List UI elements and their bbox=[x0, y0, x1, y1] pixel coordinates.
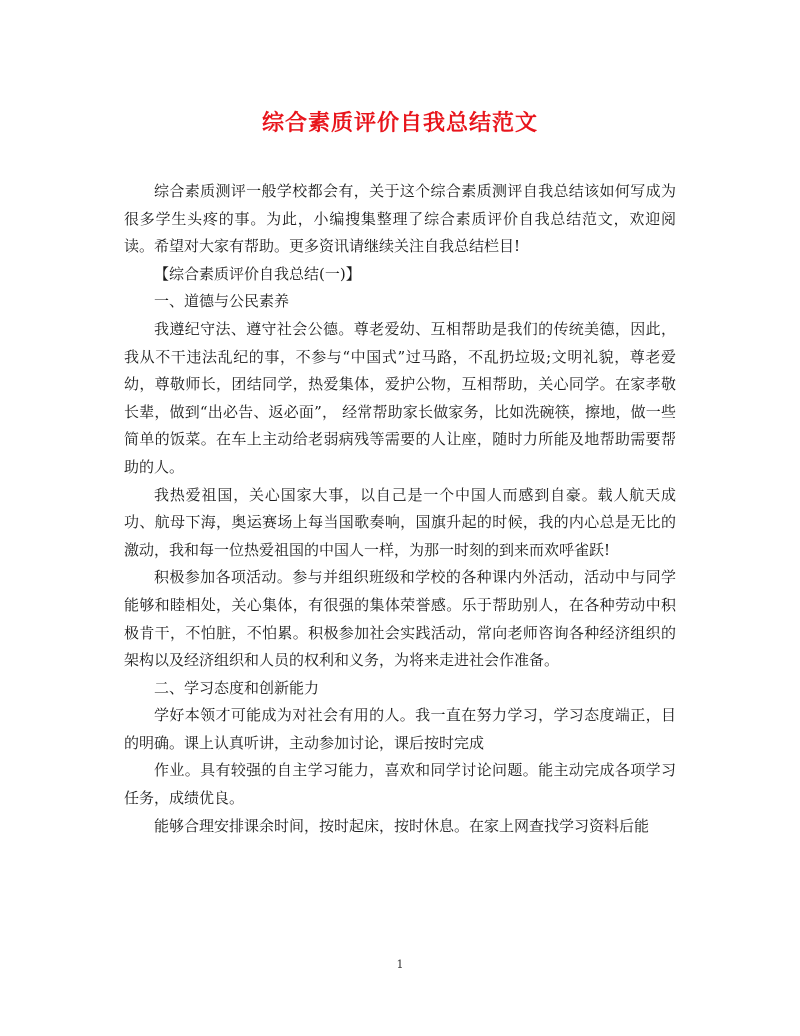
paragraph-law-abiding: 我遵纪守法、遵守社会公德。尊老爱幼、互相帮助是我们的传统美德，因此，我从不干违法乱纪的事，不参与“中国式”过马路，不乱扔垃圾;文明礼貌，尊老爱幼，尊敬师长，团结同学，热爱集体，爱护公物，互相帮助，关心同学。在家孝敬长辈，做到“出必告、返必面”， 经常帮助家长做家务，比如洗碗筷，擦地，做一些简单的饭菜。在车上主动给老弱病残等需要的人让座，随时力所能及地帮助需要帮助的人。 bbox=[124, 319, 676, 476]
paragraph-homework: 作业。具有较强的自主学习能力，喜欢和同学讨论问题。能主动完成各项学习任务，成绩优良。 bbox=[124, 761, 676, 808]
paragraph-activities: 积极参加各项活动。参与并组织班级和学校的各种课内外活动，活动中与同学能够和睦相处，关心集体，有很强的集体荣誉感。乐于帮助别人，在各种劳动中积极肯干，不怕脏，不怕累。积极参加社会实践活动，常向老师咨询各种经济组织的架构以及经济组织和人员的权利和义务，为将来走进社会作准备。 bbox=[124, 568, 676, 670]
document-body bbox=[124, 178, 676, 840]
page-number: 1 bbox=[396, 958, 404, 971]
intro-paragraph: 综合素质测评一般学校都会有，关于这个综合素质测评自我总结该如何写成为很多学生头疼的事。为此，小编搜集整理了综合素质评价自我总结范文，欢迎阅读。希望对大家有帮助。更多资讯请继续关注自我总结栏目! bbox=[124, 182, 676, 256]
section-heading-summary-one: 【综合素质评价自我总结(一)】 bbox=[154, 264, 361, 283]
paragraph-schedule: 能够合理安排课余时间，按时起床，按时休息。在家上网查找学习资料后能 bbox=[154, 816, 650, 835]
document-title: 综合素质评价自我总结范文 bbox=[261, 110, 538, 136]
document-page bbox=[124, 0, 676, 1036]
subheading-morality: 一、道德与公民素养 bbox=[154, 292, 290, 311]
paragraph-patriotism: 我热爱祖国，关心国家大事，以自己是一个中国人而感到自豪。载人航天成功、航母下海，奥运赛场上每当国歌奏响，国旗升起的时候，我的内心总是无比的激动，我和每一位热爱祖国的中国人一样，为那一时刻的到来而欢呼雀跃! bbox=[124, 485, 676, 559]
paragraph-learning: 学好本领才可能成为对社会有用的人。我一直在努力学习，学习态度端正，目的明确。课上认真听讲，主动参加讨论，课后按时完成 bbox=[124, 706, 676, 752]
subheading-learning-attitude: 二、学习态度和创新能力 bbox=[154, 678, 320, 697]
